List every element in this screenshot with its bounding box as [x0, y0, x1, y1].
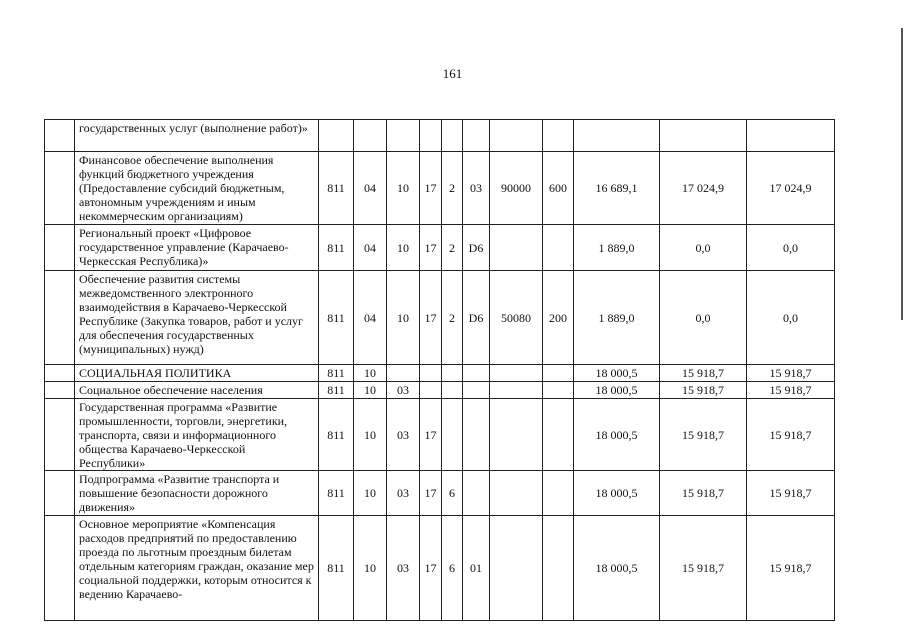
code-cell: 15 918,7 [747, 471, 835, 516]
table-row [45, 365, 835, 382]
code-cell [490, 471, 543, 516]
code-cell: 811 [319, 516, 354, 621]
code-cell [490, 399, 543, 471]
code-cell: 2 [442, 225, 463, 271]
code-cell: 15 918,7 [660, 399, 747, 471]
code-cell: 15 918,7 [747, 516, 835, 621]
code-cell: 01 [463, 516, 490, 621]
code-cell: 17 [420, 152, 442, 225]
code-cell: 0,0 [747, 271, 835, 365]
index-cell [45, 120, 75, 152]
code-cell [747, 120, 835, 152]
code-cell: 10 [387, 152, 420, 225]
code-cell: 18 000,5 [574, 365, 660, 382]
code-cell: 811 [319, 152, 354, 225]
code-cell: 0,0 [660, 271, 747, 365]
code-cell: 15 918,7 [660, 471, 747, 516]
index-cell [45, 382, 75, 399]
index-cell [45, 399, 75, 471]
code-cell: 18 000,5 [574, 471, 660, 516]
code-cell [660, 120, 747, 152]
code-cell: D6 [463, 225, 490, 271]
code-cell: 10 [387, 225, 420, 271]
code-cell: 0,0 [747, 225, 835, 271]
code-cell: 10 [354, 382, 387, 399]
code-cell [442, 382, 463, 399]
code-cell: 10 [354, 399, 387, 471]
code-cell [420, 365, 442, 382]
row-name: Подпрограмма «Развитие транспорта и повышение безопасности дорожного движения» [75, 471, 319, 516]
row-name: Обеспечение развития системы межведомственного электронного взаимодействия в Карачаево-Черкесской Республике (Закупка товаров, работ и услуг для обеспечения государственных (муниципальных) нужд) [75, 271, 319, 365]
row-name: Социальное обеспечение населения [75, 382, 319, 399]
code-cell: 6 [442, 516, 463, 621]
code-cell: 200 [543, 271, 574, 365]
code-cell: 17 [420, 471, 442, 516]
code-cell: 811 [319, 382, 354, 399]
code-cell [442, 399, 463, 471]
code-cell: 10 [354, 365, 387, 382]
code-cell: 18 000,5 [574, 382, 660, 399]
code-cell: 03 [387, 382, 420, 399]
index-cell [45, 152, 75, 225]
code-cell: 811 [319, 365, 354, 382]
code-cell: 90000 [490, 152, 543, 225]
code-cell: 10 [354, 516, 387, 621]
code-cell: 15 918,7 [660, 382, 747, 399]
code-cell [354, 120, 387, 152]
code-cell [463, 399, 490, 471]
code-cell [442, 120, 463, 152]
code-cell [420, 120, 442, 152]
row-name: СОЦИАЛЬНАЯ ПОЛИТИКА [75, 365, 319, 382]
code-cell: 18 000,5 [574, 399, 660, 471]
code-cell: D6 [463, 271, 490, 365]
code-cell [490, 120, 543, 152]
row-name: Финансовое обеспечение выполнения функций бюджетного учреждения (Предоставление субсидий бюджетным, автономным учреждениям и иным некоммерческим организациям) [75, 152, 319, 225]
code-cell: 1 889,0 [574, 271, 660, 365]
code-cell: 17 [420, 516, 442, 621]
page-number: 161 [442, 66, 463, 81]
code-cell [490, 225, 543, 271]
code-cell: 17 [420, 399, 442, 471]
code-cell [543, 365, 574, 382]
index-cell [45, 471, 75, 516]
row-name: Государственная программа «Развитие промышленности, торговли, энергетики, транспорта, связи и информационного общества Карачаево-Черкесской Республики» [75, 399, 319, 471]
code-cell [490, 365, 543, 382]
code-cell [420, 382, 442, 399]
index-cell [45, 516, 75, 621]
code-cell [543, 516, 574, 621]
row-name: Региональный проект «Цифровое государственное управление (Карачаево-Черкесская Республика)» [75, 225, 319, 271]
index-cell [45, 365, 75, 382]
code-cell: 600 [543, 152, 574, 225]
code-cell: 2 [442, 271, 463, 365]
code-cell: 15 918,7 [747, 399, 835, 471]
code-cell: 10 [387, 271, 420, 365]
code-cell: 0,0 [660, 225, 747, 271]
code-cell: 17 024,9 [660, 152, 747, 225]
code-cell [543, 399, 574, 471]
code-cell: 15 918,7 [747, 382, 835, 399]
table-row [45, 225, 835, 271]
code-cell [574, 120, 660, 152]
code-cell [387, 120, 420, 152]
code-cell: 811 [319, 225, 354, 271]
code-cell: 15 918,7 [660, 365, 747, 382]
code-cell: 04 [354, 152, 387, 225]
code-cell: 811 [319, 271, 354, 365]
code-cell: 03 [387, 399, 420, 471]
code-cell: 04 [354, 271, 387, 365]
scan-edge-line [901, 28, 903, 320]
table-row [45, 399, 835, 471]
table-row [45, 271, 835, 365]
code-cell: 17 024,9 [747, 152, 835, 225]
code-cell [543, 471, 574, 516]
code-cell: 17 [420, 271, 442, 365]
table-row [45, 382, 835, 399]
code-cell [463, 120, 490, 152]
code-cell: 18 000,5 [574, 516, 660, 621]
code-cell: 16 689,1 [574, 152, 660, 225]
code-cell [319, 120, 354, 152]
code-cell: 2 [442, 152, 463, 225]
code-cell [463, 382, 490, 399]
code-cell [490, 516, 543, 621]
code-cell: 6 [442, 471, 463, 516]
index-cell [45, 225, 75, 271]
code-cell: 17 [420, 225, 442, 271]
code-cell: 50080 [490, 271, 543, 365]
table-row [45, 120, 835, 152]
row-name: Основное мероприятие «Компенсация расходов предприятий по предоставлению проезда по льготным проездным билетам отдельным категориям граждан, оказание мер социальной поддержки, которым относится к ведению Карачаево- [75, 516, 319, 621]
code-cell: 811 [319, 471, 354, 516]
code-cell [463, 365, 490, 382]
code-cell: 03 [387, 516, 420, 621]
code-cell: 04 [354, 225, 387, 271]
code-cell: 10 [354, 471, 387, 516]
code-cell: 1 889,0 [574, 225, 660, 271]
index-cell [45, 271, 75, 365]
code-cell [442, 365, 463, 382]
code-cell [387, 365, 420, 382]
budget-table [44, 119, 835, 621]
table-row [45, 471, 835, 516]
code-cell: 15 918,7 [747, 365, 835, 382]
code-cell: 03 [387, 471, 420, 516]
code-cell: 811 [319, 399, 354, 471]
table-row [45, 152, 835, 225]
code-cell: 15 918,7 [660, 516, 747, 621]
code-cell [543, 225, 574, 271]
code-cell [463, 471, 490, 516]
table-row [45, 516, 835, 621]
code-cell [543, 382, 574, 399]
code-cell [490, 382, 543, 399]
code-cell [543, 120, 574, 152]
code-cell: 03 [463, 152, 490, 225]
row-name: государственных услуг (выполнение работ)» [75, 120, 319, 152]
